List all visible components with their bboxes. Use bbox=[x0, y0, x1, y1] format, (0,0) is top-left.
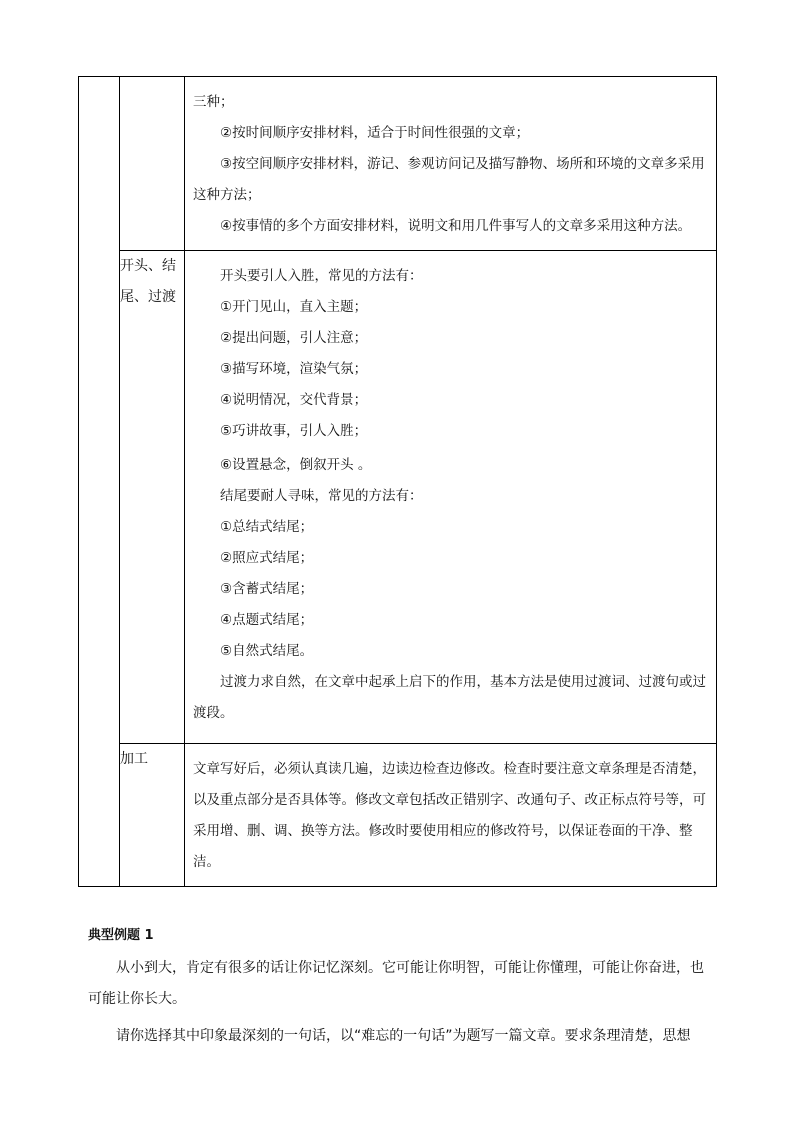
example-section bbox=[88, 920, 710, 1052]
section-intro: 结尾要耐人寻味，常见的方法有： bbox=[220, 488, 423, 504]
list-item: ②提出问题，引人注意； bbox=[220, 330, 368, 346]
opening-ending-content-cell bbox=[185, 251, 717, 744]
list-item: ②照应式结尾； bbox=[220, 550, 314, 566]
arrangement-content-cell bbox=[185, 77, 717, 251]
table-row bbox=[79, 744, 717, 887]
transition-paragraph: 过渡力求自然，在文章中起承上启下的作用，基本方法是使用过渡词、过渡句或过渡段。 bbox=[193, 674, 706, 721]
row-label-opening-ending-transition bbox=[120, 251, 185, 744]
list-item: ⑥设置悬念，倒叙开头 。 bbox=[220, 457, 372, 473]
list-item: ③按空间顺序安排材料，游记、参观访问记及描写静物、场所和环境的文章多采用这种方法； bbox=[193, 156, 705, 203]
row-label-processing: 加工 bbox=[120, 744, 185, 887]
row-label-empty bbox=[120, 77, 185, 251]
table-left-column bbox=[79, 77, 120, 887]
table-row bbox=[79, 77, 717, 251]
list-item: ⑤自然式结尾。 bbox=[220, 643, 314, 659]
processing-paragraph: 文章写好后，必须认真读几遍，边读边检查边修改。检查时要注意文章条理是否清楚，以及重点部分是否具体等。修改文章包括改正错别字、改通句子、改正标点符号等，可采用增、删、调、换等方法。修改时要使用相应的修改符号，以保证卷面的干净、整洁。 bbox=[193, 761, 706, 870]
list-item: ②按时间顺序安排材料，适合于时间性很强的文章； bbox=[220, 125, 530, 141]
row-label-line: 尾、过渡 bbox=[120, 289, 176, 305]
list-item: ③含蓄式结尾； bbox=[220, 581, 314, 597]
writing-methods-table bbox=[78, 76, 717, 887]
list-item: ③描写环境，渲染气氛； bbox=[220, 361, 368, 377]
list-item: ④按事情的多个方面安排材料，说明文和用几件事写人的文章多采用这种方法。 bbox=[220, 218, 692, 234]
list-item: ⑤巧讲故事，引人入胜； bbox=[220, 423, 368, 439]
list-item: ④说明情况，交代背景； bbox=[220, 392, 368, 408]
example-paragraph: 从小到大，肯定有很多的话让你记忆深刻。它可能让你明智，可能让你懂理，可能让你奋进，也可能让你长大。 bbox=[88, 960, 704, 1007]
list-item: ④点题式结尾； bbox=[220, 612, 314, 628]
example-heading: 典型例题 1 bbox=[88, 928, 154, 943]
continuation-line: 三种； bbox=[193, 94, 234, 110]
section-intro: 开头要引人入胜，常见的方法有： bbox=[220, 268, 423, 284]
list-item: ①总结式结尾； bbox=[220, 519, 314, 535]
list-item: ①开门见山，直入主题； bbox=[220, 299, 368, 315]
example-paragraph: 请你选择其中印象最深刻的一句话，以“难忘的一句话”为题写一篇文章。要求条理清楚，思想 bbox=[116, 1028, 691, 1044]
processing-content-cell bbox=[185, 744, 717, 887]
row-label-line: 开头、结 bbox=[120, 258, 176, 274]
table-row bbox=[79, 251, 717, 744]
